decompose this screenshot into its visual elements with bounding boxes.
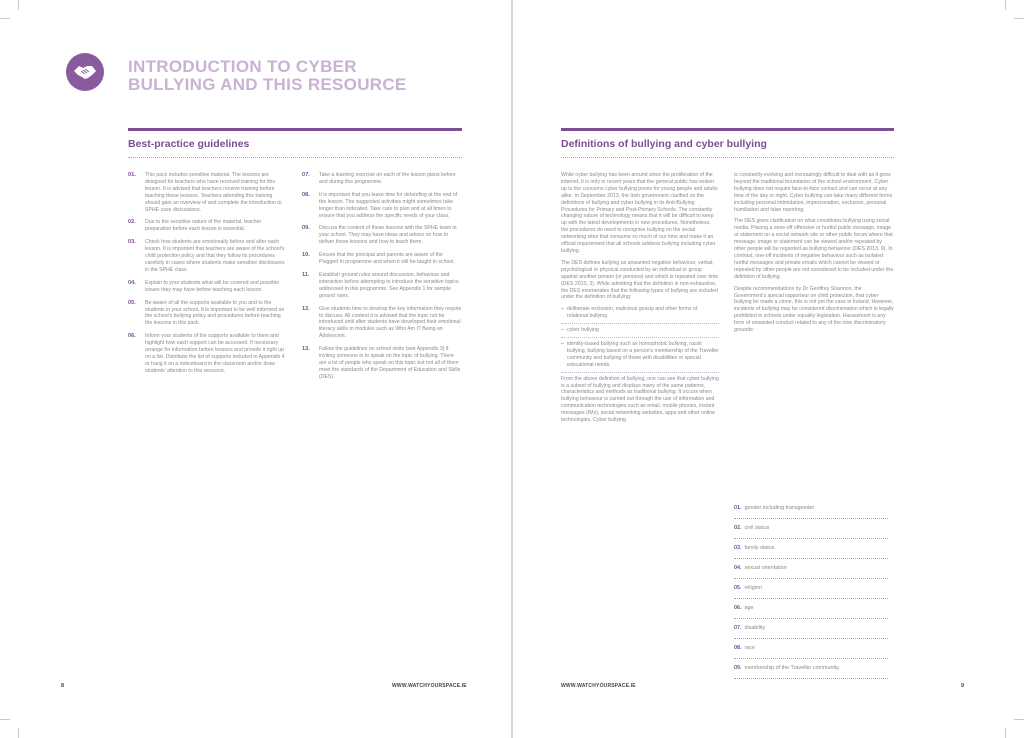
guideline-number: 08. [302, 191, 310, 198]
crop-mark [0, 719, 10, 720]
guideline-item [302, 306, 462, 341]
page-title [128, 58, 468, 94]
ground-item [734, 665, 888, 679]
guideline-number: 03. [128, 239, 136, 246]
section-rule [561, 128, 894, 131]
guideline-number: 01. [128, 172, 136, 178]
guidelines-column-1 [128, 172, 288, 381]
crop-mark [0, 18, 10, 19]
guideline-text: Check how students are emotionally before and after each lesson. It is important that teachers are aware of the school's child protection policy and that they follow its procedures carefully in cases where students make sensitive disclosures in the SPHE class. [145, 239, 285, 273]
guideline-text: Discuss the content of these lessons with the SPHE team in your school. They may have ideas and advice on how to deliver these lessons and how to teach them. [319, 225, 457, 246]
ground-item [734, 505, 888, 519]
guideline-text: Establish ground rules around discussion, behaviour and interaction before attempting to introduce the sensitive topics addressed in this programme. See Appendix 1 for sample ground rules. [319, 271, 459, 299]
ground-number: 04. [734, 565, 742, 571]
guideline-number: 07. [302, 172, 310, 178]
section-divider [128, 157, 462, 158]
guideline-number: 11. [302, 271, 310, 278]
guideline-item [302, 346, 462, 381]
crop-mark [1014, 18, 1024, 19]
guideline-text: Give students time to develop the key information they require to discuss. All content it is advised that the topic not be introduced until after students have developed their emotional literacy skills in modules such as Who Am I? Being an Adolescent. [319, 305, 462, 340]
guideline-number: 04. [128, 279, 136, 286]
bullying-type-item: – cyber bullying [561, 327, 719, 338]
left-footer-link[interactable]: WWW.WATCHYOURSPACE.IE [392, 683, 467, 689]
definitions-paragraph: is constantly evolving and increasingly difficult to deal with as it goes beyond the traditional boundaries of the school environment. Cyber bullying does not require face-to-face contact and can occur at any time of the day or night. Cyber bullying can take many different forms including personal intimidation, impersonation, exclusion, personal humiliation and false reporting. [734, 172, 893, 213]
left-page-number: 8 [61, 683, 65, 689]
ground-number: 05. [734, 585, 742, 591]
guidelines-column-2 [302, 172, 462, 387]
definitions-paragraph: The DES gives clarification on what constitutes bullying using social media. Placing a once-off offensive or hurtful public message, image or statement on a social network site or other public forum where that message, image or statement can be viewed and/or repeated by other people will be regarded as bullying behaviour (DES 2013, 9). In contrast, one-off incidents of negative behaviour such as isolated hurtful messages and private emails which cannot be viewed or repeated by other people are not considered to be included under the definition of bullying. [734, 218, 894, 280]
guideline-number: 13. [302, 346, 310, 353]
ground-label: age [744, 605, 754, 611]
ground-number: 06. [734, 605, 742, 611]
guideline-text: Inform your students of the supports available to them and highlight how each support can be accessed. If necessary arrange for information before lessons and provide it right up on a list. Distribute the list of supports included in Appendix 4 or hang it on a noticeboard in the classroom and/or draw students' attention to this resource. [145, 333, 285, 374]
definitions-paragraph: The DES defines bullying as unwanted negative behaviour, verbal, psychological or physical conducted by an individual or group against another person (or persons) and which is repeated over time (DES 2013, 3). While admitting that the definition is non-exhaustive, the DES enumerates that the following types of bullying are included under the definition of bullying: [561, 259, 719, 301]
guideline-item [128, 172, 288, 213]
guideline-text: Take a learning exercise on each of the lesson plans before and during this programme. [319, 172, 456, 185]
crop-mark [18, 728, 19, 738]
guideline-number: 06. [128, 333, 136, 340]
guideline-number: 05. [128, 299, 136, 306]
ground-item [734, 585, 888, 599]
guideline-text: This pack includes sensitive material. The lessons are designed for teachers who have received training for this lesson. It is advised that teachers receive training before teaching these lessons. Teachers attending this training should gain an overview of and complete the introduction to SPHE case discussions. [145, 172, 282, 213]
crop-mark [1005, 0, 1006, 10]
page-title-line-2: BULLYING AND THIS RESOURCE [128, 75, 407, 94]
definitions-paragraph: From the above definition of bullying, one can see that cyber bullying is a subset of bullying and displays many of the same patterns, characteristics and methods as traditional bullying. It occurs when bullying behaviour is carried out through the use of information and communication technologies such as email, mobile phones, instant messages (IMs), social networking websites, apps and other online technologies. Cyber bullying [561, 375, 719, 424]
definitions-heading: Definitions of bullying and cyber bullying [561, 138, 767, 150]
ground-number: 03. [734, 545, 742, 551]
guideline-text: Due to the sensitive nature of the material, teacher preparation before each lesson is essential. [145, 219, 262, 233]
guideline-item [128, 333, 288, 374]
section-rule [128, 128, 462, 131]
guideline-number: 09. [302, 225, 310, 232]
guideline-item [128, 219, 288, 233]
guideline-item [302, 272, 462, 300]
page-title-line-1: INTRODUCTION TO CYBER [128, 57, 357, 76]
bullying-type-item: – identity-based bullying such as homophobic bullying, racist bullying, bullying based on a person's membership of the Traveller community and bullying of those with disabilities or special educational needs. [561, 341, 719, 373]
best-practice-heading: Best-practice guidelines [128, 138, 250, 150]
ground-label: gender including transgender [744, 505, 815, 511]
crop-mark [1005, 728, 1006, 738]
guideline-text: Be aware of all the supports available to you and to the students in your school. It is important to be well informed on the school's bullying policy and procedures before teaching the lessons in this pack. [145, 299, 285, 327]
definitions-column-2 [734, 172, 894, 339]
ground-number: 07. [734, 625, 742, 631]
guideline-text: Ensure that the principal and parents are aware of the Plugged In programme and when it will be taught in school. [319, 252, 455, 266]
ground-label: sexual orientation [744, 565, 787, 571]
bullying-type-text: deliberate exclusion, malicious gossip and other forms of relational bullying [567, 306, 698, 320]
ground-label: disability [744, 625, 766, 631]
ground-number: 08. [734, 645, 742, 651]
definitions-paragraph: Despite recommendations by Dr Geoffrey Shannon, the Government's special rapporteur on child protection, that cyber bullying be made a crime, this is not yet the case in Ireland. However, incidents of bullying may be considered discrimination which is legally prohibited in schools under equality legislation. Harassment is any form of unwanted conduct related to any of the nine discriminatory grounds: [734, 285, 894, 334]
guideline-number: 02. [128, 219, 136, 226]
handshake-icon [66, 53, 104, 91]
discriminatory-grounds-list [734, 505, 888, 685]
ground-item [734, 605, 888, 619]
ground-label: membership of the Traveller community. [744, 665, 840, 671]
ground-number: 09. [734, 665, 742, 671]
section-divider [561, 157, 894, 158]
right-page-number: 9 [961, 683, 965, 689]
guideline-text: It is important that you leave time for debriefing at the end of the lesson. The suggested activities might sometimes take longer than indicated. Take care to plan and at all times to ensure that you address the specific needs of your class. [319, 191, 458, 219]
guideline-item [128, 300, 288, 328]
ground-label: civil status [744, 525, 770, 531]
crop-mark [18, 0, 19, 10]
bullying-type-item: – deliberate exclusion, malicious gossip and other forms of relational bullying [561, 306, 719, 324]
guideline-item [302, 192, 462, 220]
guideline-item [302, 225, 462, 246]
ground-number: 01. [734, 505, 742, 511]
ground-label: race [744, 645, 755, 651]
bullying-type-text: cyber bullying [567, 327, 599, 334]
ground-item [734, 525, 888, 539]
ground-label: religion [744, 585, 762, 591]
crop-mark [1014, 719, 1024, 720]
definitions-column-1 [561, 172, 719, 429]
guideline-number: 12. [302, 305, 310, 312]
ground-label: family status [744, 545, 775, 551]
guideline-text: Explain to your students what will be covered and possible issues they may have before teaching each lesson. [145, 279, 280, 293]
right-footer-link[interactable]: WWW.WATCHYOURSPACE.IE [561, 683, 636, 689]
definitions-paragraph: While cyber bullying has been around since the proliferation of the internet, it is only in recent years that the general public has woken up to the concerns cyber bullying poses for young people and adults alike. In September 2013, the Irish government clarified on the definitions of bullying and cyber bullying in its Anti-Bullying Procedures for Primary and Post-Primary Schools. The constantly changing nature of technology means that it will be difficult to keep up with the latest developments in new procedures. Nonetheless, the procedures do need to recognise bullying on the social networking sites that consume so much of our time and make it an official requirement that all schools address bullying including cyber bullying. [561, 172, 718, 254]
ground-item [734, 565, 888, 579]
guideline-item [302, 252, 462, 266]
guideline-number: 10. [302, 252, 310, 259]
ground-item [734, 645, 888, 659]
guideline-item [302, 172, 462, 186]
ground-item [734, 545, 888, 559]
ground-item [734, 625, 888, 639]
guideline-item [128, 239, 288, 274]
guideline-text: Follow the guidelines on school visits (see Appendix 3) if inviting someone in to speak on the topic of bullying. There are a lot of people who speak on this topic but not all of them meet the standards of the Department of Education and Skills (DES). [319, 346, 461, 380]
guideline-item [128, 280, 288, 294]
bullying-type-text: identity-based bullying such as homophobic bullying, racist bullying, bullying based on a person's membership of the Traveller community and bullying of those with disabilities or special educational needs. [567, 341, 719, 368]
ground-number: 02. [734, 525, 742, 531]
